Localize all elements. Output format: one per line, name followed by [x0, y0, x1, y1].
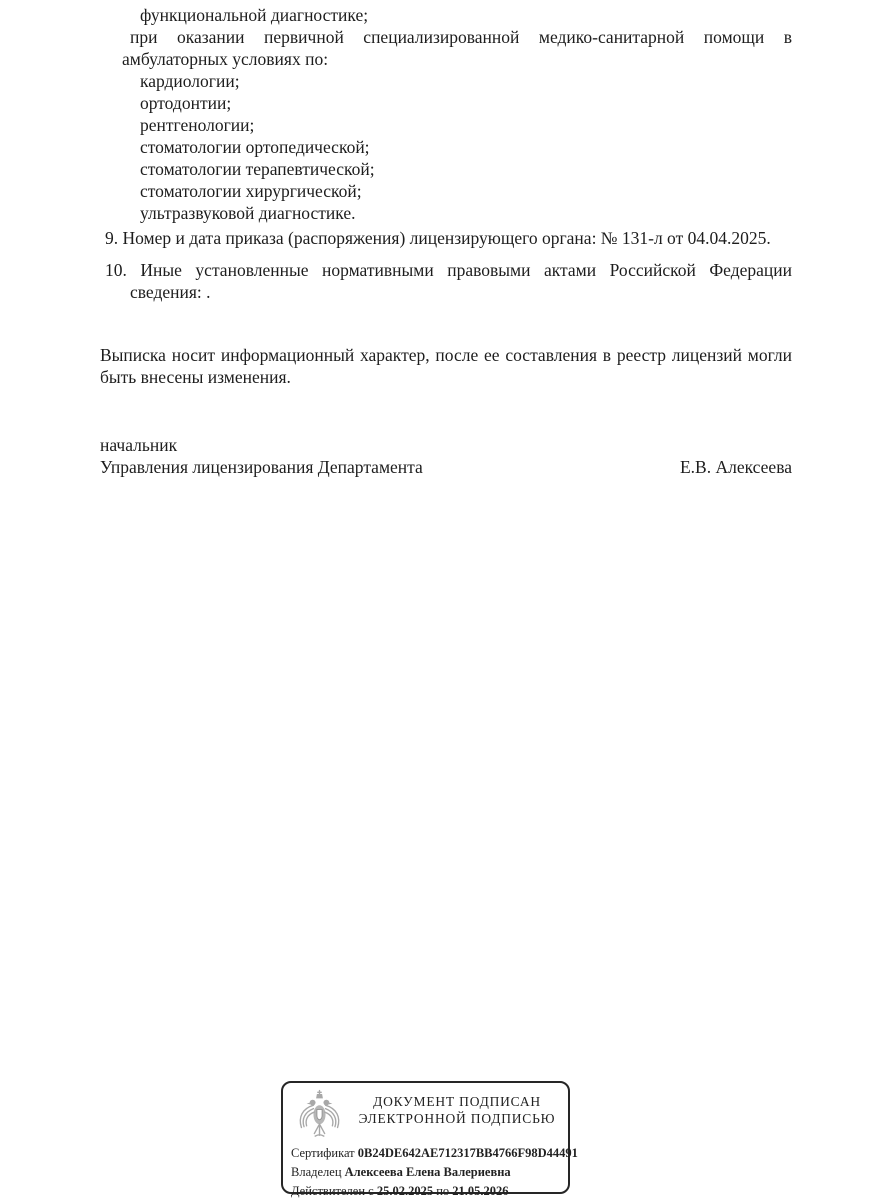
certificate-label: Сертификат — [291, 1146, 355, 1160]
signature-block — [100, 434, 792, 478]
stamp-certificate-line — [291, 1144, 578, 1163]
activity-item: ортодонтии; — [140, 93, 232, 113]
stamp-title — [355, 1094, 559, 1127]
paragraph-first-line: при оказании первичной специализированной медико-санитарной помощи в — [130, 27, 792, 47]
item-10-text: Иные установленные нормативными правовыми актами Российской Федерации — [140, 260, 792, 280]
disclaimer-paragraph — [100, 344, 792, 388]
activity-item: рентгенологии; — [140, 115, 255, 135]
signer-role-line-1: начальник — [100, 435, 178, 455]
certificate-value: 0B24DE642AE712317BB4766F98D44491 — [357, 1146, 578, 1160]
signer-row — [100, 456, 792, 478]
validity-from-date: 25.02.2025 — [376, 1183, 434, 1198]
item-9-text: Номер и дата приказа (распоряжения) лицензирующего органа: № 131-л от 04.04.2025. — [122, 228, 771, 248]
validity-conjunction: по — [436, 1183, 450, 1198]
numbered-item-10 — [100, 259, 792, 303]
item-9-line — [105, 227, 792, 249]
activity-item: стоматологии ортопедической; — [140, 137, 370, 157]
item-9-number: 9. — [105, 228, 119, 248]
paragraph-second-line: амбулаторных условиях по: — [122, 49, 329, 69]
owner-name: Алексеева Елена Валериевна — [344, 1164, 511, 1179]
signer-role-line-2: Управления лицензирования Департамента — [100, 457, 423, 477]
stamp-validity-line — [291, 1182, 561, 1200]
disclaimer-line-1: Выписка носит информационный характер, после ее составления в реестр лицензий могли — [100, 345, 792, 365]
activity-item: стоматологии хирургической; — [140, 181, 362, 201]
signer-name: Е.В. Алексеева — [679, 457, 792, 477]
stamp-title-line-1: ДОКУМЕНТ ПОДПИСАН — [373, 1094, 541, 1109]
stamp-title-line-2: ЭЛЕКТРОННОЙ ПОДПИСЬЮ — [358, 1110, 556, 1126]
numbered-item-9 — [100, 227, 792, 249]
stamp-info — [291, 1144, 578, 1200]
stamp-owner-line — [291, 1163, 561, 1182]
item-10-first-line — [105, 259, 792, 281]
activity-item: ультразвуковой диагностике. — [140, 203, 356, 223]
validity-label: Действителен с — [291, 1183, 374, 1198]
electronic-signature-stamp — [281, 1081, 578, 1198]
disclaimer-line-2: быть внесены изменения. — [100, 367, 291, 387]
activity-item: кардиологии; — [140, 71, 240, 91]
activity-item: стоматологии терапевтической; — [140, 159, 375, 179]
validity-to-date: 21.05.2026 — [452, 1183, 509, 1198]
owner-label: Владелец — [291, 1164, 342, 1179]
activity-item: функциональной диагностике; — [140, 5, 369, 25]
activities-list — [100, 4, 792, 224]
double-headed-eagle-icon — [292, 1088, 347, 1143]
item-10-number: 10. — [105, 260, 127, 280]
item-10-second-line: сведения: . — [130, 282, 211, 302]
